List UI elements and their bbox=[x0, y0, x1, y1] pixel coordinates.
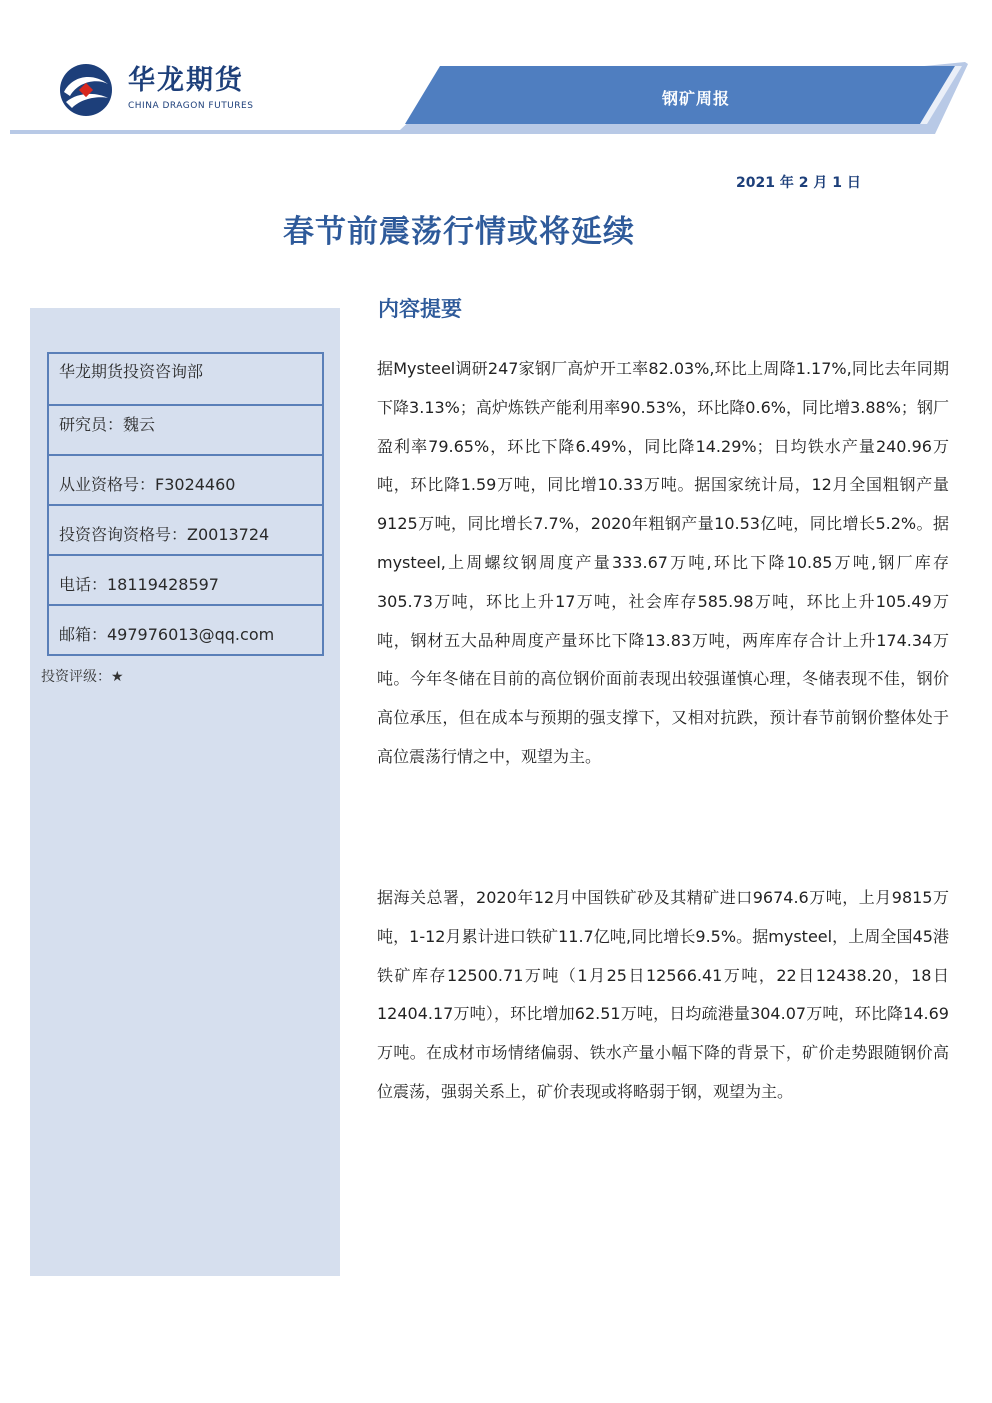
info-email bbox=[49, 606, 322, 656]
logo-chinese-name: 华龙期货 bbox=[128, 65, 244, 96]
logo-english-name: CHINA DRAGON FUTURES bbox=[128, 101, 254, 111]
summary-paragraph-steel: 据Mysteel调研247家钢厂高炉开工率82.03%,环比上周降1.17%,同比去年同期下降3.13%；高炉炼铁产能利用率90.53%，环比降0.6%，同比增3.88%；钢厂盈利率79.65%，环比下降6.49%，同比降14.29%；日均铁水产量240.96万吨，环比降1.59万吨，同比增10.33万吨。据国家统计局，12月全国粗钢产量9125万吨，同比增长7.7%，2020年粗钢产量10.53亿吨，同比增长5.2%。据mysteel,上周螺纹钢周度产量333.67万吨,环比下降10.85万吨,钢厂库存305.73万吨，环比上升17万吨，社会库存585.98万吨，环比上升105.49万吨，钢材五大品种周度产量环比下降13.83万吨，两库库存合计上升174.34万吨。今年冬储在目前的高位钢价面前表现出较强谨慎心理，冬储表现不佳，钢价高位承压，但在成本与预期的强支撑下，又相对抗跌，预计春节前钢价整体处于高位震荡行情之中，观望为主。 bbox=[377, 359, 949, 766]
info-advisory-license bbox=[49, 506, 322, 556]
info-researcher-text: 研究员：魏云 bbox=[59, 415, 156, 434]
analyst-info-table bbox=[47, 352, 324, 656]
investment-rating: 投资评级：★ bbox=[41, 669, 124, 685]
report-title: 春节前震荡行情或将延续 bbox=[283, 214, 635, 250]
info-phone-text: 电话：18119428597 bbox=[59, 575, 219, 594]
info-email-text: 邮箱：497976013@qq.com bbox=[59, 625, 275, 644]
info-qualification bbox=[49, 456, 322, 506]
report-date: 2021 年 2 月 1 日 bbox=[736, 175, 861, 191]
info-department bbox=[49, 354, 322, 406]
info-researcher bbox=[49, 406, 322, 456]
info-advisory-license-text: 投资咨询资格号：Z0013724 bbox=[59, 525, 270, 544]
summary-paragraph-ore: 据海关总署，2020年12月中国铁矿砂及其精矿进口9674.6万吨，上月9815万吨，1-12月累计进口铁矿11.7亿吨,同比增长9.5%。据mysteel，上周全国45港铁矿库存12500.71万吨（1月25日12566.41万吨，22日12438.20，18日12404.17万吨），环比增加62.51万吨，日均疏港量304.07万吨，环比降14.69万吨。在成材市场情绪偏弱、铁水产量小幅下降的背景下，矿价走势跟随钢价高位震荡，强弱关系上，矿价表现或将略弱于钢，观望为主。 bbox=[377, 888, 949, 1101]
dragon-logo-icon bbox=[58, 62, 114, 118]
info-qualification-text: 从业资格号：F3024460 bbox=[59, 475, 236, 494]
company-logo bbox=[58, 62, 258, 118]
info-department-text: 华龙期货投资咨询部 bbox=[59, 362, 204, 381]
banner-label: 钢矿周报 bbox=[662, 89, 731, 108]
info-phone bbox=[49, 556, 322, 606]
summary-heading: 内容提要 bbox=[378, 296, 462, 321]
